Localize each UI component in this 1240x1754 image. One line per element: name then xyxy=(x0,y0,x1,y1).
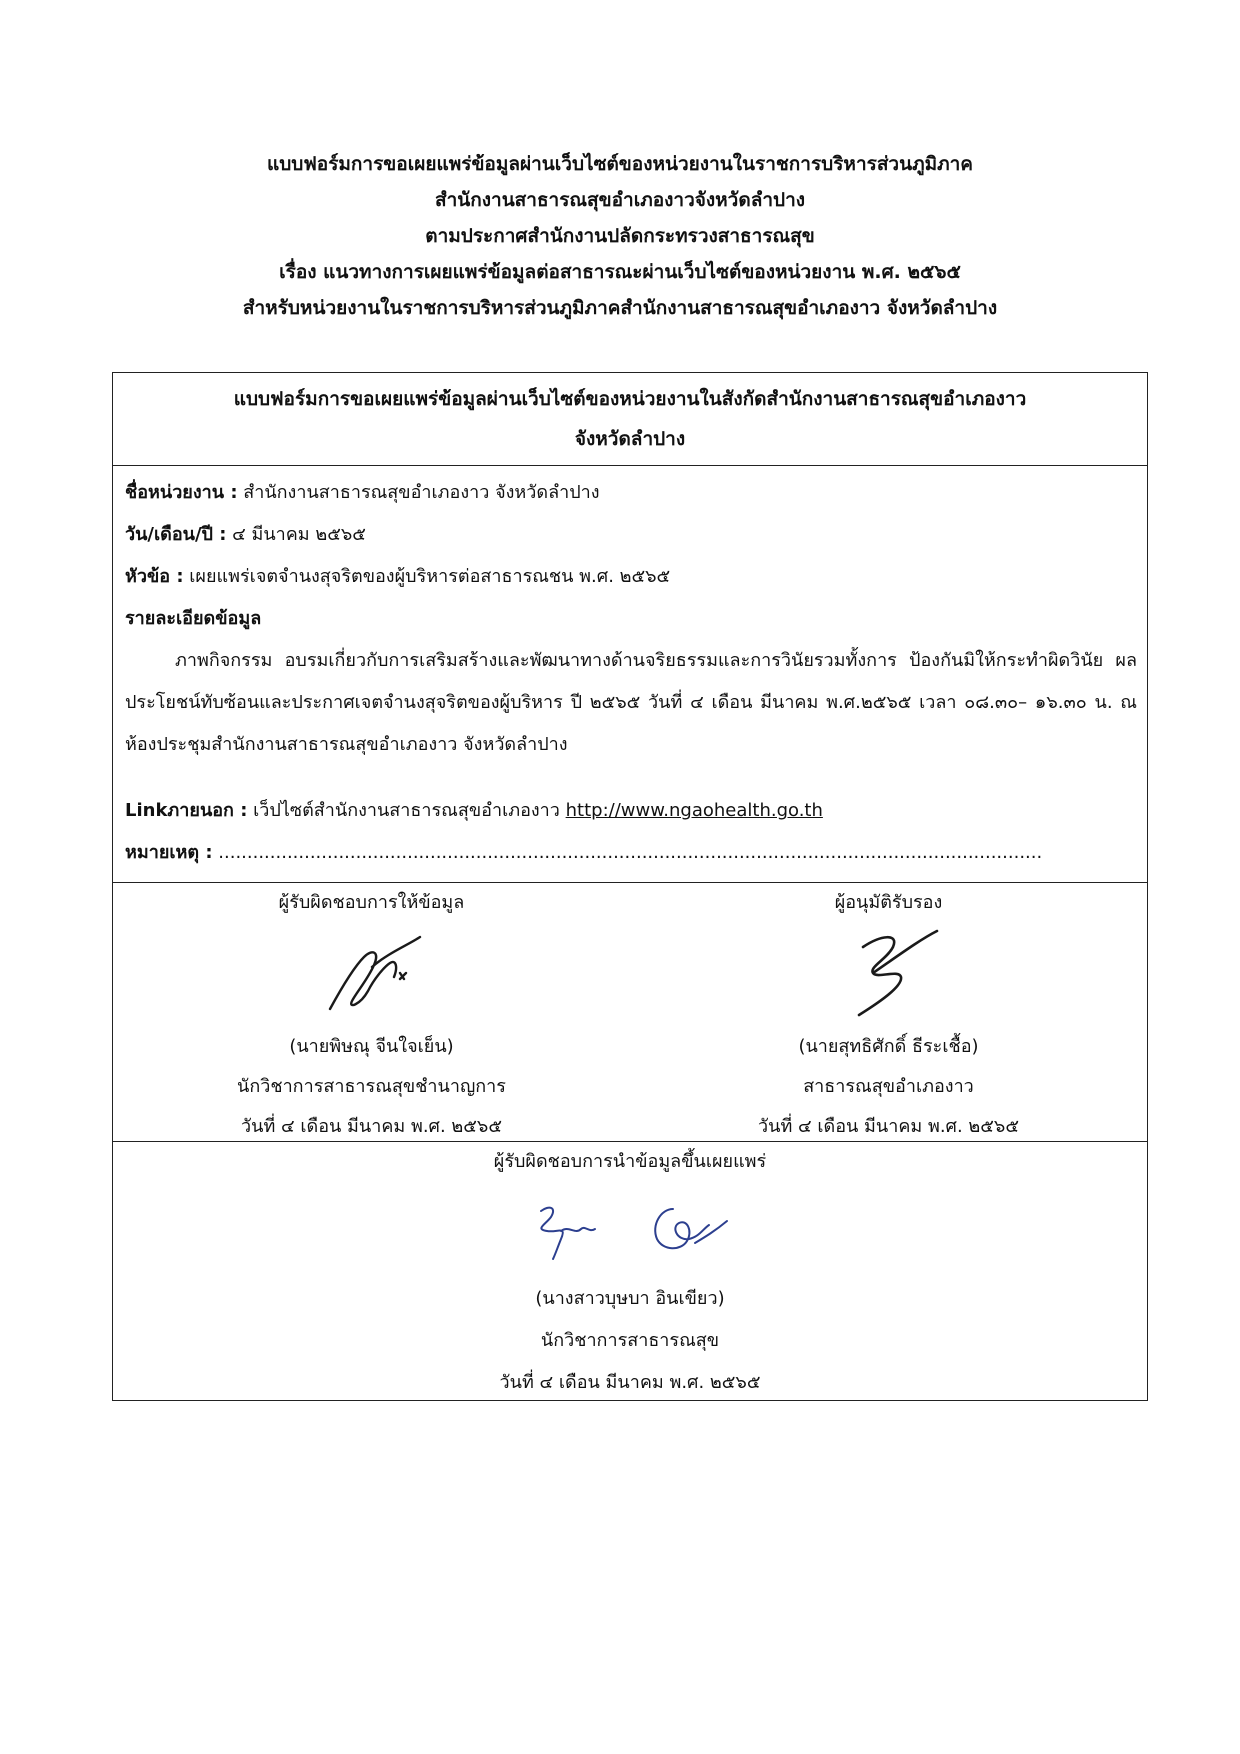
approver-date: วันที่ ๔ เดือน มีนาคม พ.ศ. ๒๕๖๕ xyxy=(758,1116,1019,1137)
form-info-section xyxy=(113,466,1147,883)
header-line-4: เรื่อง แนวทางการเผยแพร่ข้อมูลต่อสาธารณะผ่านเว็บไซต์ของหน่วยงาน พ.ศ. ๒๕๖๕ xyxy=(279,261,961,283)
link-label: Linkภายนอก : xyxy=(125,800,248,821)
informant-date: วันที่ ๔ เดือน มีนาคม พ.ศ. ๒๕๖๕ xyxy=(241,1116,502,1137)
header-line-5: สำหรับหน่วยงานในราชการบริหารส่วนภูมิภาคสำนักงานสาธารณสุขอำเภองาว จังหวัดลำปาง xyxy=(242,297,998,319)
detail-label-row xyxy=(125,598,1137,640)
signature-block-publisher xyxy=(113,1142,1147,1400)
publisher-name: (นางสาวบุษบา อินเขียว) xyxy=(535,1288,725,1309)
header-line-3: ตามประกาศสำนักงานปลัดกระทรวงสาธารณสุข xyxy=(425,225,815,247)
header-line-1: แบบฟอร์มการขอเผยแพร่ข้อมูลผ่านเว็บไซต์ของหน่วยงานในราชการบริหารส่วนภูมิภาค xyxy=(266,153,974,175)
publication-form xyxy=(112,372,1148,1401)
date-value: ๔ มีนาคม ๒๕๖๕ xyxy=(226,524,366,545)
unit-value: สำนักงานสาธารณสุขอำเภองาว จังหวัดลำปาง xyxy=(237,482,600,503)
signature-block-approver xyxy=(630,883,1147,1141)
note-row xyxy=(125,832,1137,874)
informant-name: (นายพิษณุ จีนใจเย็น) xyxy=(289,1036,454,1057)
publisher-date: วันที่ ๔ เดือน มีนาคม พ.ศ. ๒๕๖๕ xyxy=(499,1372,761,1393)
topic-row xyxy=(125,556,1137,598)
form-title xyxy=(113,373,1147,466)
publisher-signature xyxy=(113,1182,1147,1278)
approver-signature-icon xyxy=(829,925,949,1025)
external-link[interactable]: http://www.ngaohealth.go.th xyxy=(565,800,823,821)
header-line-2: สำนักงานสาธารณสุขอำเภองาวจังหวัดลำปาง xyxy=(434,189,806,211)
link-row xyxy=(125,790,1137,832)
informant-signature xyxy=(113,923,630,1027)
note-label: หมายเหตุ : xyxy=(125,842,213,863)
unit-row xyxy=(125,472,1137,514)
form-title-line-2: จังหวัดลำปาง xyxy=(574,428,686,450)
note-value: ................................................................................................................................................ xyxy=(212,842,1043,863)
signature-block-informant xyxy=(113,883,630,1141)
topic-label: หัวข้อ : xyxy=(125,566,184,587)
detail-label: รายละเอียดข้อมูล xyxy=(125,608,262,629)
unit-label: ชื่อหน่วยงาน : xyxy=(125,482,238,503)
spacer xyxy=(125,766,1137,790)
informant-signature-icon xyxy=(312,927,432,1023)
publisher-signature-second-icon xyxy=(643,1195,733,1265)
date-row xyxy=(125,514,1137,556)
link-description: เว็ปไซต์สำนักงานสาธารณสุขอำเภองาว xyxy=(247,800,566,821)
document-header xyxy=(0,146,1240,326)
informant-position: นักวิชาการสาธารณสุขชำนาญการ xyxy=(237,1076,506,1097)
publisher-position: นักวิชาการสาธารณสุข xyxy=(540,1330,720,1351)
signature-row xyxy=(113,883,1147,1142)
approver-position: สาธารณสุขอำเภองาว xyxy=(803,1076,974,1097)
publisher-role: ผู้รับผิดชอบการนำข้อมูลขึ้นเผยแพร่ xyxy=(493,1151,767,1172)
approver-name: (นายสุทธิศักดิ์ ธีระเชื้อ) xyxy=(798,1036,979,1057)
publisher-signature-first-icon xyxy=(527,1195,607,1265)
approver-role: ผู้อนุมัติรับรอง xyxy=(834,892,943,913)
form-title-line-1: แบบฟอร์มการขอเผยแพร่ข้อมูลผ่านเว็บไซต์ของหน่วยงานในสังกัดสำนักงานสาธารณสุขอำเภองาว xyxy=(233,388,1027,410)
topic-value: เผยแพร่เจตจำนงสุจริตของผู้บริหารต่อสาธารณชน พ.ศ. ๒๕๖๕ xyxy=(183,566,671,587)
approver-signature xyxy=(630,923,1147,1027)
informant-role: ผู้รับผิดชอบการให้ข้อมูล xyxy=(278,892,465,913)
detail-text: ภาพกิจกรรม อบรมเกี่ยวกับการเสริมสร้างและพัฒนาทางด้านจริยธรรมและการวินัยรวมทั้งการ ป้องกันมิให้กระทำผิดวินัย ผลประโยชน์ทับซ้อนและประกาศเจตจำนงสุจริตของผู้บริหาร ปี ๒๕๖๕ วันที่ ๔ เดือน มีนาคม พ.ศ.๒๕๖๕ เวลา ๐๘.๓๐– ๑๖.๓๐ น. ณ ห้องประชุมสำนักงานสาธารณสุขอำเภองาว จังหวัดลำปาง xyxy=(125,650,1137,755)
date-label: วัน/เดือน/ปี : xyxy=(125,524,227,545)
